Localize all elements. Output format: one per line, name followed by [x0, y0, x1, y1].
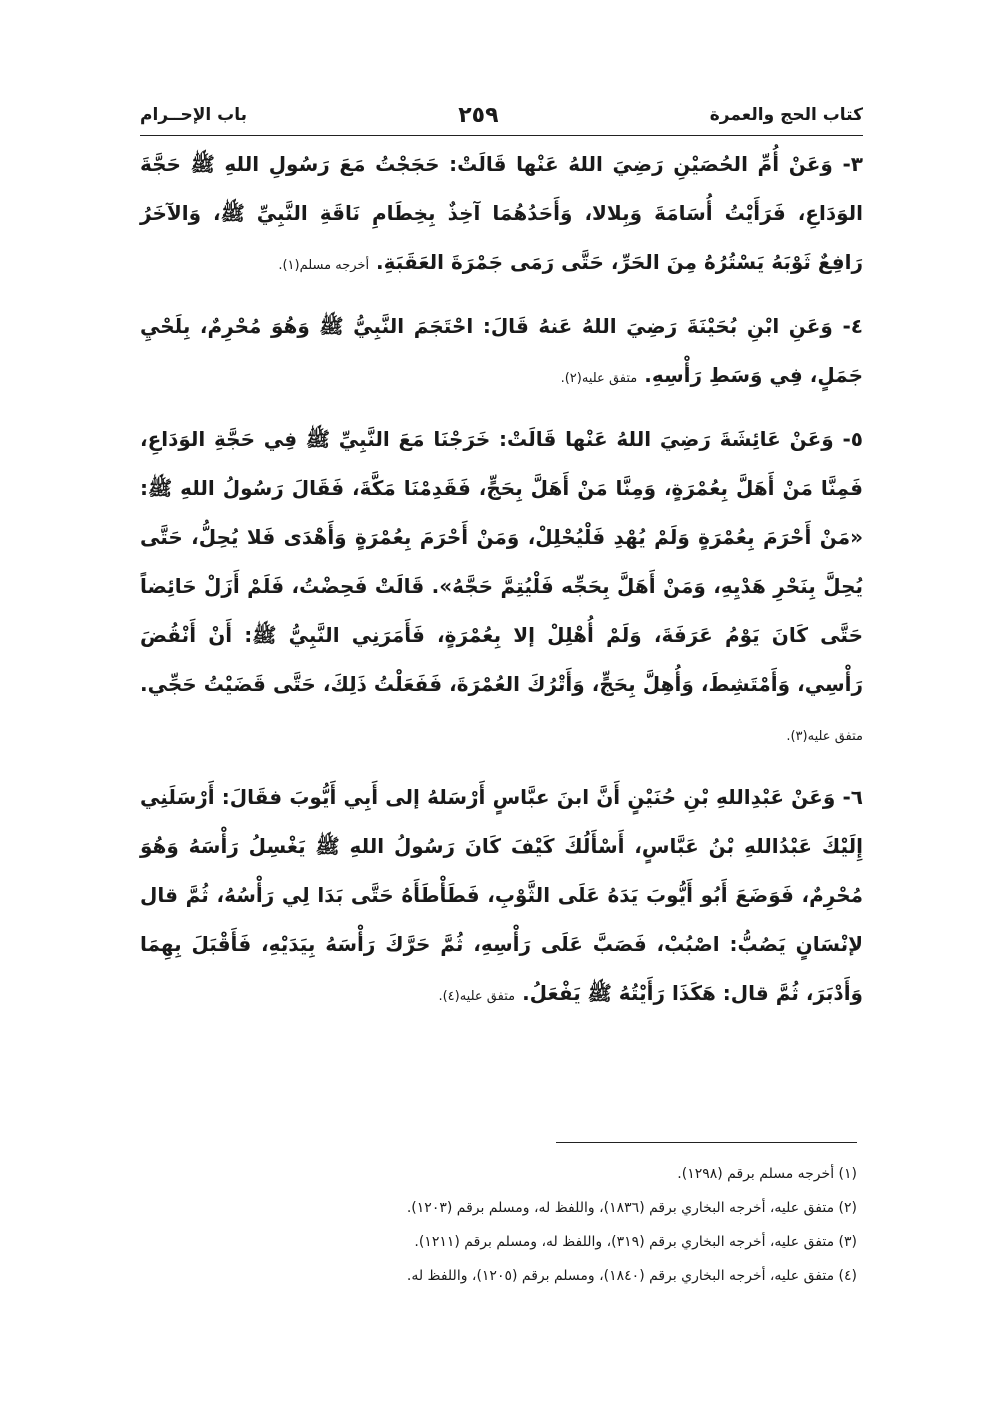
hadith-4 [140, 302, 863, 403]
hadith-number: ٣- [842, 152, 863, 176]
hadith-text: وَعَنْ أُمِّ الحُصَيْنِ رَضِيَ اللهُ عَنْها قَالَتْ: حَجَجْتُ مَعَ رَسُولِ اللهِ ﷺ حَجَّةَ الوَدَاعِ، فَرَأَيْتُ أُسَامَةَ وَبِلالا، وَأَحَدُهُمَا آخِذٌ بِخِطَامِ نَاقَةِ النَّبِيِّ ﷺ، وَالآخَرُ رَافِعٌ ثَوْبَهُ يَسْتُرُهُ مِنَ الحَرِّ، حَتَّى رَمَى جَمْرَةَ العَقَبَةِ. [140, 152, 863, 274]
hadith-text: وَعَنْ عَائِشَةَ رَضِيَ اللهُ عَنْها قَالَتْ: خَرَجْنَا مَعَ النَّبِيِّ ﷺ فِي حَجَّةِ الوَدَاعِ، فَمِنَّا مَنْ أَهَلَّ بِعُمْرَةٍ، وَمِنَّا مَنْ أَهَلَّ بِحَجٍّ، فَقَدِمْنَا مَكَّةَ، فَقَالَ رَسُولُ اللهِ ﷺ: «مَنْ أَحْرَمَ بِعُمْرَةٍ وَلَمْ يُهْدِ فَلْيُحْلِلْ، وَمَنْ أَحْرَمَ بِعُمْرَةٍ وَأَهْدَى فَلا يُحِلُّ، حَتَّى يُحِلَّ بِنَحْرِ هَدْيِهِ، وَمَنْ أَهَلَّ بِحَجِّه فَلْيُتِمَّ حَجَّهُ». قَالَتْ فَحِضْتُ، فَلَمْ أَزَلْ حَائِضاً حَتَّى كَانَ يَوْمُ عَرَفَةَ، وَلَمْ أُهْلِلْ إلا بِعُمْرَةٍ، فَأَمَرَنِي النَّبِيُّ ﷺ: أَنْ أَنْقُضَ رَأْسِي، وَأَمْتَشِطَ، وَأُهِلَّ بِحَجٍّ، وَأَتْرُكَ العُمْرَةَ، فَفَعَلْتُ ذَلِكَ، حَتَّى قَضَيْتُ حَجِّي. [140, 427, 863, 696]
hadith-text: وَعَنِ ابْنِ بُحَيْنَةَ رَضِيَ اللهُ عَنهُ قَالَ: احْتَجَمَ النَّبِيُّ ﷺ وَهُوَ مُحْرِمٌ، بِلَحْيِ جَمَلٍ، فِي وَسَطِ رَأْسِهِ. [140, 314, 863, 387]
footnote-4: (٤) متفق عليه، أخرجه البخاري برقم (١٨٤٠)، ومسلم برقم (١٢٠٥)، واللفظ له. [406, 1268, 857, 1284]
footnote-1: (١) أخرجه مسلم برقم (١٢٩٨). [677, 1166, 857, 1182]
running-header [140, 98, 863, 132]
chapter-title: باب الإحــرام [140, 105, 247, 125]
hadith-number: ٦- [842, 785, 863, 809]
hadith-source: أخرجه مسلم(١). [278, 258, 370, 273]
hadith-3 [140, 140, 863, 290]
footnote-3: (٣) متفق عليه، أخرجه البخاري برقم (٣١٩)، واللفظ له، ومسلم برقم (١٢١١). [414, 1234, 857, 1250]
hadith-source: متفق عليه(٣). [786, 729, 863, 744]
hadith-number: ٤- [842, 314, 863, 338]
footnotes [140, 1157, 857, 1293]
main-text [140, 140, 863, 1033]
header-rule [140, 135, 863, 136]
hadith-text: وَعَنْ عَبْدِاللهِ بْنِ حُنَيْنٍ أَنَّ ابنَ عبَّاسٍ أَرْسَلهُ إلى أَبِي أَيُّوبَ فقَالَ: أَرْسَلَنِي إِلَيْكَ عَبْدُاللهِ بْنُ عَبَّاسٍ، أَسْأَلُكَ كَيْفَ كَانَ رَسُولُ اللهِ ﷺ يَغْسِلُ رَأْسَهُ وَهُوَ مُحْرِمٌ، فَوَضَعَ أَبُو أَيُّوبَ يَدَهُ عَلَى الثَّوْبِ، فَطَأْطَأَهُ حَتَّى بَدَا لِي رَأْسُهُ، ثُمَّ قال لإنْسَانٍ يَصُبُّ: اصْبُبْ، فَصَبَّ عَلَى رَأْسِهِ، ثُمَّ حَرَّكَ رَأْسَهُ بِيَدَيْهِ، فَأَقْبَلَ بِهِمَا وَأَدْبَرَ، ثُمَّ قال: هَكَذَا رَأَيْتُهُ ﷺ يَفْعَلُ. [140, 785, 863, 1005]
hadith-5 [140, 415, 863, 761]
page-number: ٢٥٩ [458, 102, 499, 128]
footnote-rule [556, 1142, 857, 1143]
hadith-source: متفق عليه(٢). [560, 371, 638, 386]
footnote-2: (٢) متفق عليه، أخرجه البخاري برقم (١٨٣٦)، واللفظ له، ومسلم برقم (١٢٠٣). [406, 1200, 857, 1216]
hadith-6 [140, 773, 863, 1021]
book-title: كتاب الحج والعمرة [709, 105, 863, 125]
hadith-source: متفق عليه(٤). [438, 989, 516, 1004]
hadith-number: ٥- [842, 427, 864, 451]
